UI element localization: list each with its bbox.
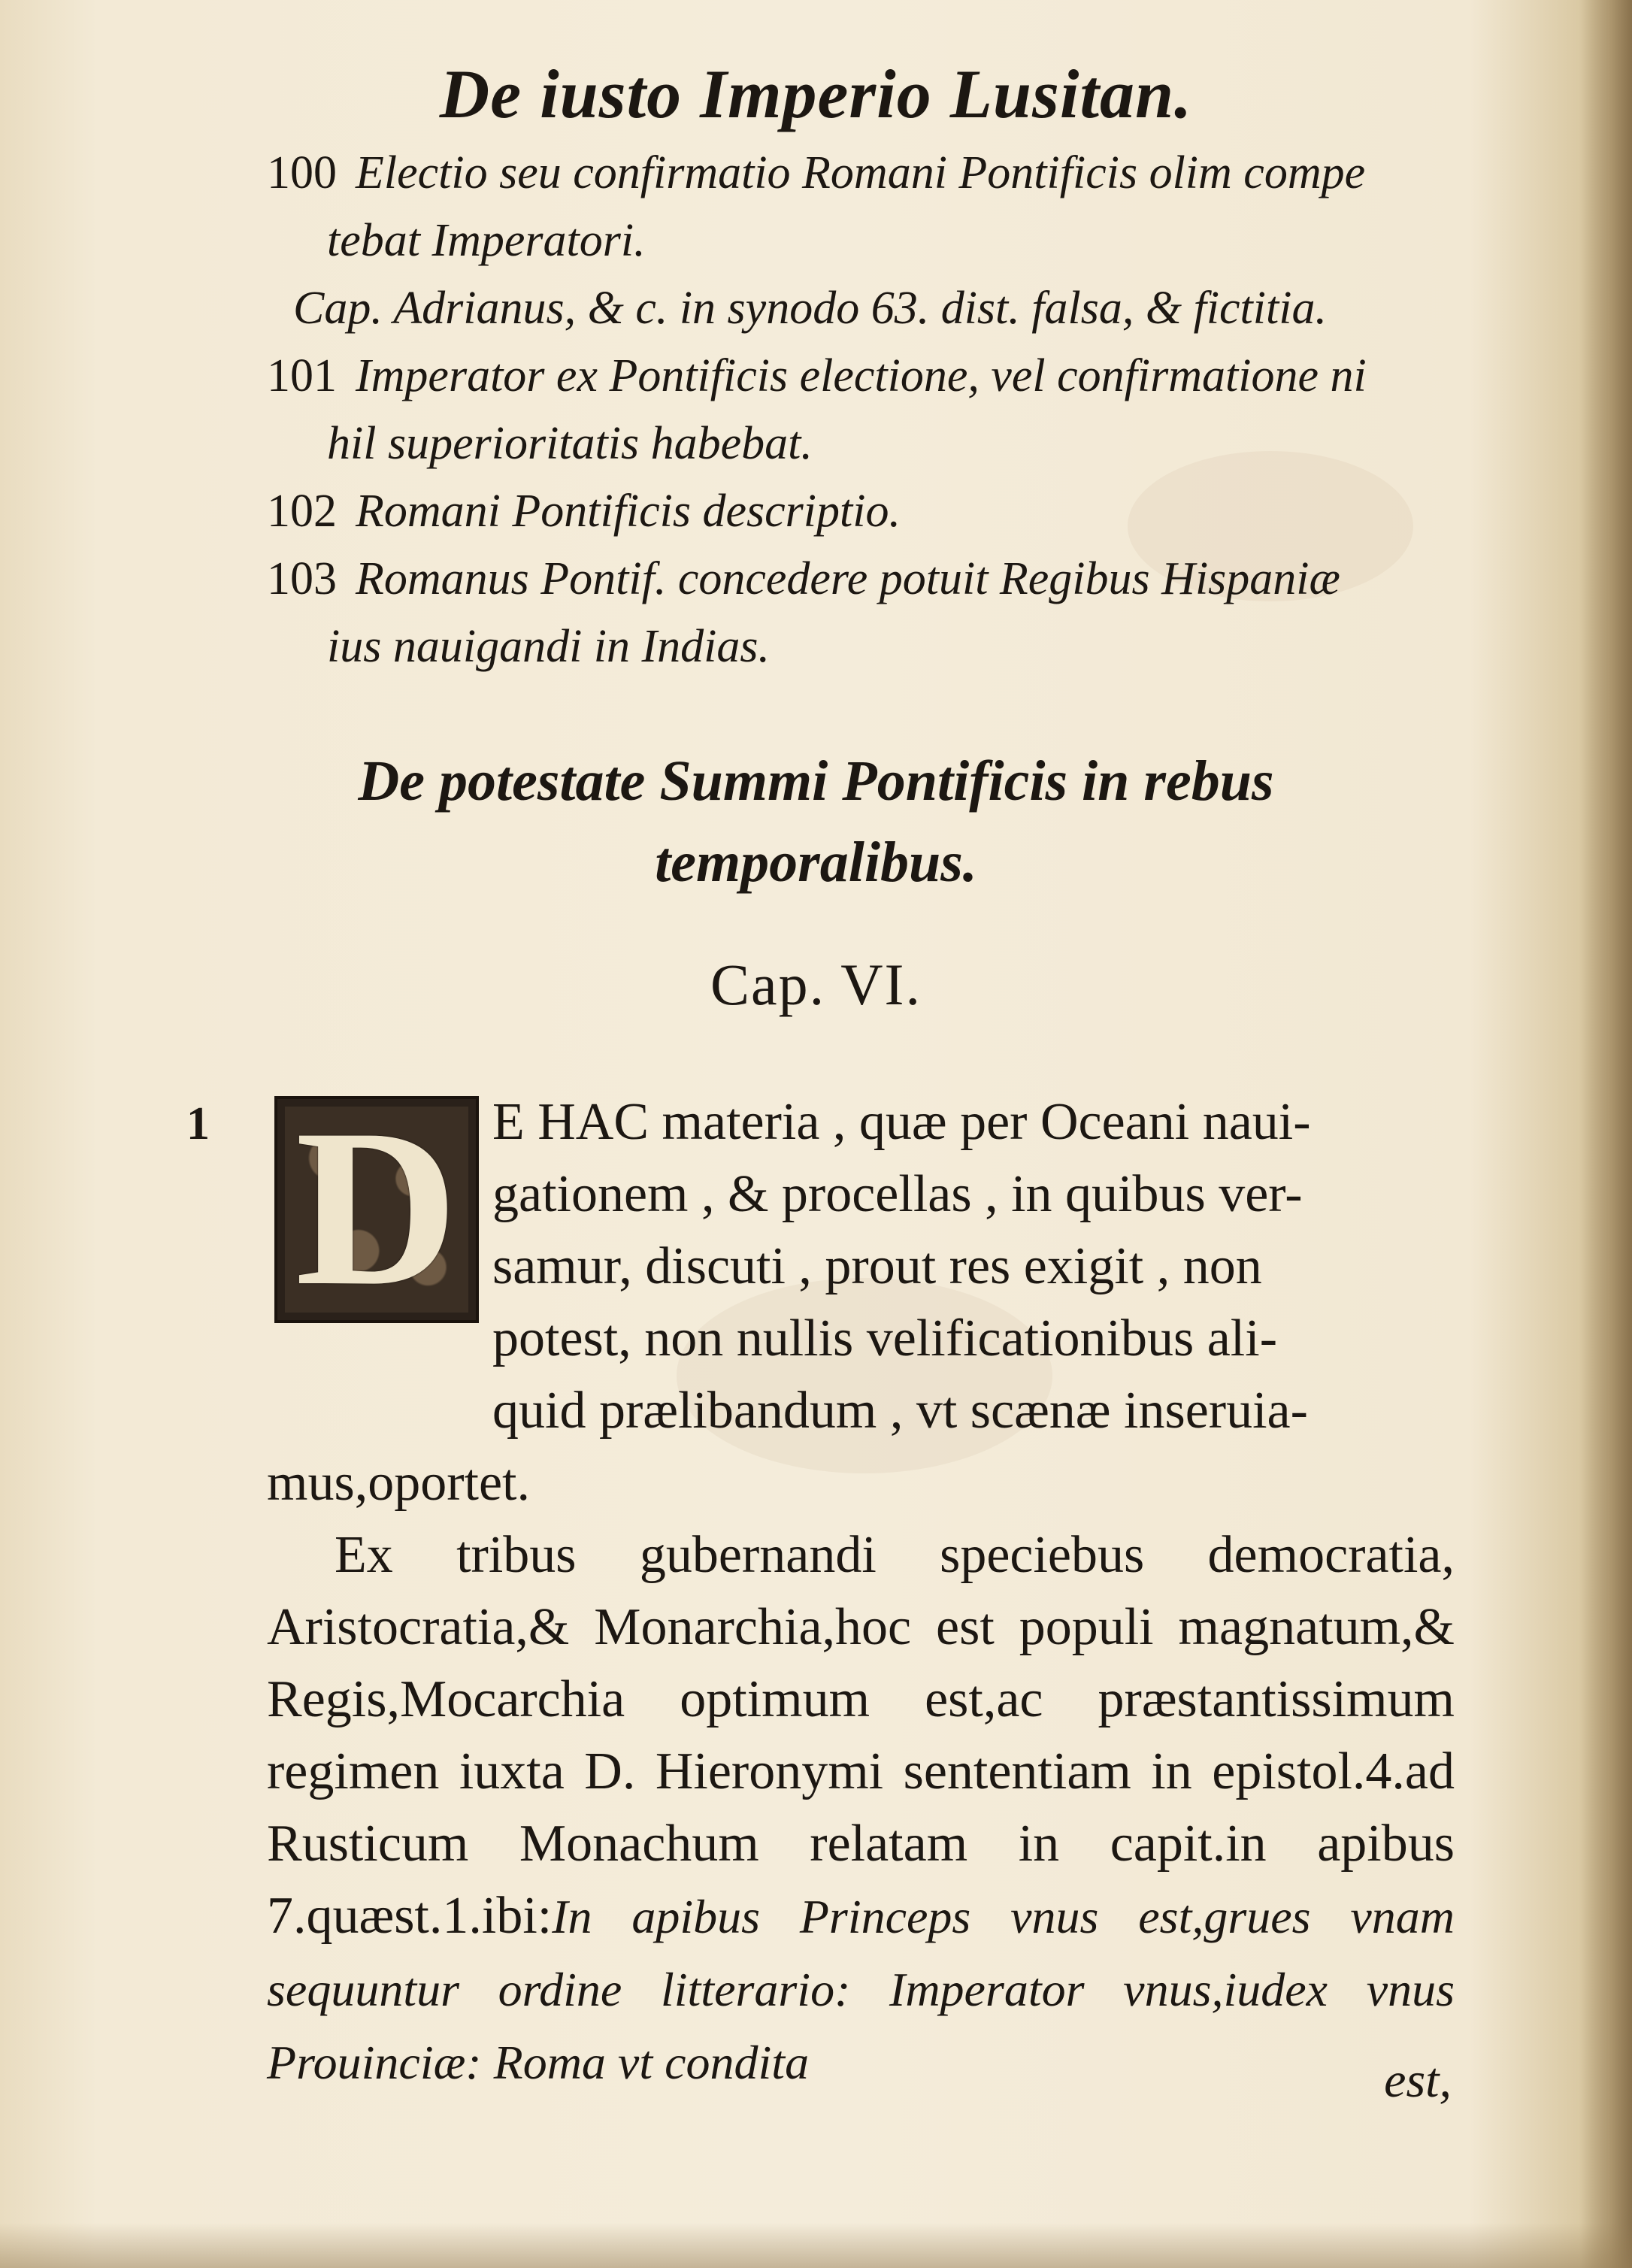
- latin-quote: In apibus Princeps vnus est,grues vnam sequuntur ordine litterario: Imperator vnus,iudex vnus Prouinciæ: Roma vt condita: [267, 1890, 1455, 2089]
- running-head: De iusto Imperio Lusitan.: [439, 56, 1193, 132]
- entry-text: Imperator ex Pontificis electione, vel confirmatione ni: [356, 350, 1367, 401]
- entry-text-continued: ius nauigandi in Indias.: [327, 621, 771, 672]
- initial-letter: D: [295, 1083, 459, 1332]
- entry-number: 103: [267, 553, 337, 604]
- section-title: [0, 740, 1632, 903]
- body-line: samur, discuti , prout res exigit , non: [492, 1237, 1262, 1295]
- summary-entry-101: [267, 342, 1470, 477]
- chapter-body: [267, 1083, 1455, 2099]
- page-edge-shadow: [0, 2223, 1632, 2268]
- body-line: gationem , & procellas , in quibus ver-: [492, 1165, 1303, 1223]
- entry-text: Romanus Pontif. concedere potuit Regibus Hispaniæ: [356, 553, 1340, 604]
- entry-text: Romani Pontificis descriptio.: [356, 486, 901, 537]
- body-line: potest, non nullis velificationibus ali-: [492, 1310, 1278, 1367]
- entry-number: 101: [267, 350, 337, 401]
- summary-entry-100: [267, 139, 1470, 274]
- page-edge-shadow: [1579, 0, 1632, 2268]
- summary-entry-102: [267, 477, 1470, 545]
- entry-number: 102: [267, 486, 337, 537]
- entry-text: Electio seu confirmatio Romani Pontificis olim compe: [356, 147, 1366, 198]
- body-line: mus,oportet.: [267, 1454, 530, 1512]
- entry-number: 100: [267, 147, 337, 198]
- chapter-summary-list: [267, 139, 1470, 680]
- summary-entry-reference: [267, 274, 1470, 342]
- body-line: E HAC materia , quæ per Oceani naui-: [492, 1093, 1311, 1151]
- catchword: est,: [1384, 2053, 1452, 2108]
- lines-beside-initial: [267, 1083, 1455, 1447]
- section-title-line-1: De potestate Summi Pontificis in rebus: [358, 749, 1274, 813]
- entry-text-continued: tebat Imperatori.: [327, 215, 646, 266]
- paragraph-text: Ex tribus gubernandi speciebus democratia, Aristocratia,& Monarchia,hoc est populi magnatum,& Regis,Mocarchia optimum est,ac præstantissimum regimen iuxta D. Hieronymi sententiam in epistol.4.ad Rusticum Monachum relatam in capit.in apibus 7.quæst.1.ibi:: [267, 1526, 1455, 1945]
- summary-entry-103: [267, 545, 1470, 680]
- entry-text: Cap. Adrianus, & c. in synodo 63. dist. falsa, & fictitia.: [293, 283, 1327, 334]
- entry-text-continued: hil superioritatis habebat.: [327, 418, 813, 469]
- paragraph-2: [267, 1519, 1455, 2099]
- section-title-line-2: temporalibus.: [655, 831, 977, 894]
- chapter-label: Cap. VI.: [710, 952, 922, 1017]
- margin-paragraph-number: 1: [186, 1098, 210, 1149]
- body-line: quid prælibandum , vt scænæ inseruia-: [492, 1382, 1308, 1440]
